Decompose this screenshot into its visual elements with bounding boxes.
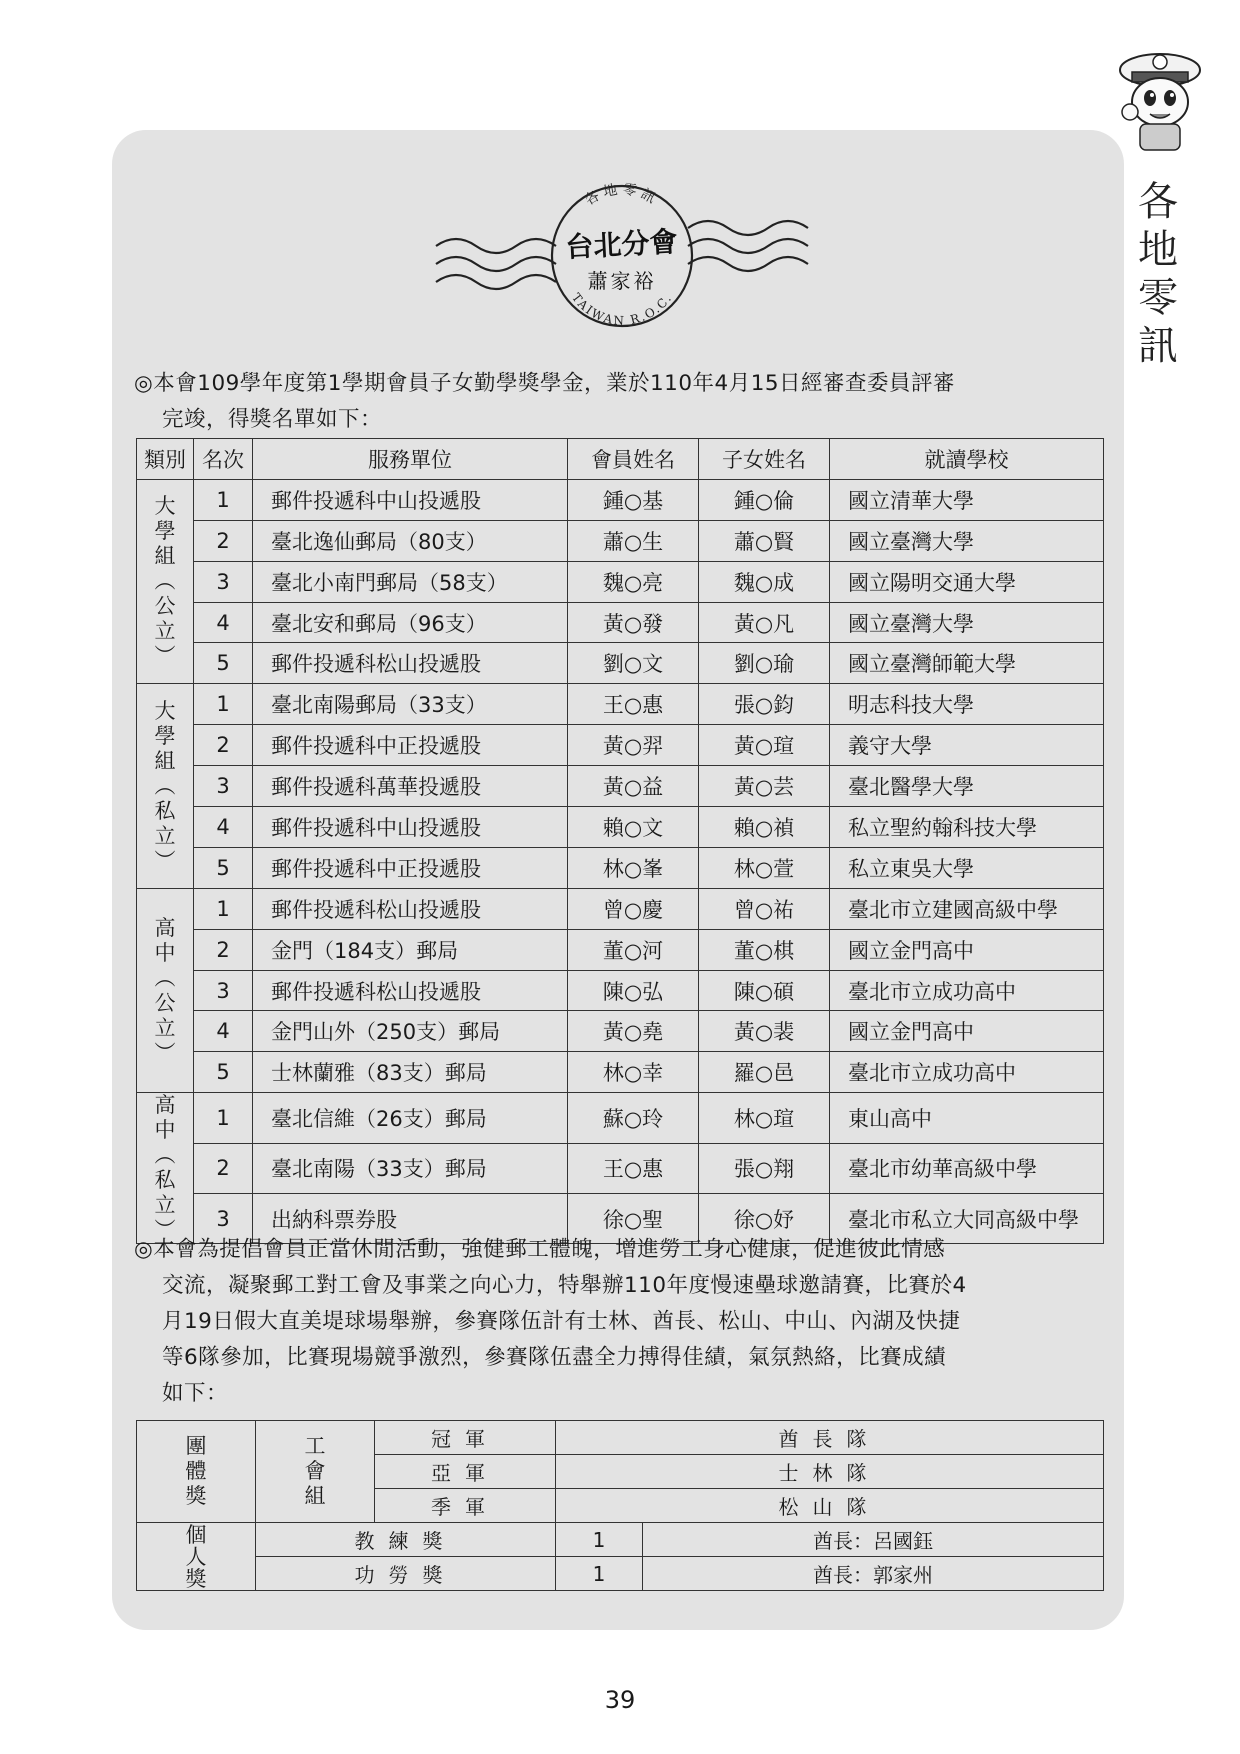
- rank-cell: 3: [194, 766, 253, 807]
- table-row: [137, 929, 1104, 970]
- header-school: 就讀學校: [830, 439, 1104, 480]
- table-row: [137, 643, 1104, 684]
- unit-cell: 郵件投遞科松山投遞股: [253, 970, 568, 1011]
- member-name-cell: 林○幸: [568, 1052, 699, 1093]
- individual-award-winner: 酋長：郭家州: [643, 1557, 1104, 1591]
- team-award-label: 團 體 獎: [137, 1421, 256, 1523]
- unit-cell: 金門山外（250支）郵局: [253, 1011, 568, 1052]
- member-name-cell: 魏○亮: [568, 561, 699, 602]
- header-unit: 服務單位: [253, 439, 568, 480]
- scholarship-notice: [134, 366, 1104, 438]
- unit-cell: 臺北南陽（33支）郵局: [253, 1143, 568, 1193]
- rank-cell: 1: [194, 479, 253, 520]
- child-name-cell: 張○鈞: [699, 684, 830, 725]
- union-group-label: 工 會 組: [256, 1421, 375, 1523]
- stamp-top-arc: 各地零訊: [582, 181, 662, 209]
- category-cell: 高 中 ︵ 私 立 ︶: [137, 1093, 194, 1244]
- table-row: [137, 807, 1104, 848]
- header-member: 會員姓名: [568, 439, 699, 480]
- rank-cell: 4: [194, 807, 253, 848]
- table-row: [137, 888, 1104, 929]
- placement-rank: 冠軍: [375, 1421, 556, 1455]
- school-cell: 國立金門高中: [830, 929, 1104, 970]
- school-cell: 私立東吳大學: [830, 847, 1104, 888]
- child-name-cell: 曾○祐: [699, 888, 830, 929]
- school-cell: 臺北醫學大學: [830, 766, 1104, 807]
- rank-cell: 4: [194, 1011, 253, 1052]
- child-name-cell: 林○萱: [699, 847, 830, 888]
- member-name-cell: 王○惠: [568, 684, 699, 725]
- school-cell: 國立金門高中: [830, 1011, 1104, 1052]
- table-row: [137, 684, 1104, 725]
- member-name-cell: 陳○弘: [568, 970, 699, 1011]
- member-name-cell: 黃○羿: [568, 725, 699, 766]
- school-cell: 國立臺灣大學: [830, 602, 1104, 643]
- unit-cell: 士林蘭雅（83支）郵局: [253, 1052, 568, 1093]
- notice-line: 等6隊參加，比賽現場競爭激烈，參賽隊伍盡全力搏得佳績，氣氛熱絡，比賽成績: [162, 1345, 947, 1370]
- unit-cell: 郵件投遞科萬華投遞股: [253, 766, 568, 807]
- school-cell: 國立臺灣師範大學: [830, 643, 1104, 684]
- rank-cell: 1: [194, 888, 253, 929]
- rank-cell: 1: [194, 1093, 253, 1143]
- school-cell: 臺北市立建國高級中學: [830, 888, 1104, 929]
- placement-team: 酋長隊: [556, 1421, 1104, 1455]
- child-name-cell: 羅○邑: [699, 1052, 830, 1093]
- child-name-cell: 黃○芸: [699, 766, 830, 807]
- school-cell: 明志科技大學: [830, 684, 1104, 725]
- school-cell: 臺北市幼華高級中學: [830, 1143, 1104, 1193]
- school-cell: 國立清華大學: [830, 479, 1104, 520]
- child-name-cell: 黃○凡: [699, 602, 830, 643]
- table-row: [137, 970, 1104, 1011]
- notice-line: ◎本會109學年度第1學期會員子女勤學獎學金，業於110年4月15日經審查委員評審: [134, 371, 956, 396]
- child-name-cell: 林○瑄: [699, 1093, 830, 1143]
- title-char: 各: [1138, 179, 1178, 225]
- placement-team: 松山隊: [556, 1489, 1104, 1523]
- stamp-author: 蕭家裕: [587, 269, 657, 293]
- scholarship-table: [136, 438, 1104, 1244]
- member-name-cell: 黃○堯: [568, 1011, 699, 1052]
- unit-cell: 臺北逸仙郵局（80支）: [253, 520, 568, 561]
- table-row: [137, 1421, 1104, 1455]
- notice-line: 月19日假大直美堤球場舉辦，參賽隊伍計有士林、酋長、松山、中山、內湖及快捷: [162, 1309, 961, 1334]
- member-name-cell: 賴○文: [568, 807, 699, 848]
- table-row: [137, 1143, 1104, 1193]
- category-cell: 高 中 ︵ 公 立 ︶: [137, 888, 194, 1092]
- unit-cell: 郵件投遞科松山投遞股: [253, 888, 568, 929]
- table-row: [137, 479, 1104, 520]
- member-name-cell: 徐○聖: [568, 1193, 699, 1243]
- child-name-cell: 張○翔: [699, 1143, 830, 1193]
- member-name-cell: 蘇○玲: [568, 1093, 699, 1143]
- member-name-cell: 林○峯: [568, 847, 699, 888]
- table-row: [137, 1052, 1104, 1093]
- stamp-title: 台北分會: [564, 225, 679, 264]
- category-cell: 大 學 組 ︵ 公 立 ︶: [137, 479, 194, 683]
- child-name-cell: 魏○成: [699, 561, 830, 602]
- individual-award-winner: 酋長：呂國鈺: [643, 1523, 1104, 1557]
- child-name-cell: 徐○妤: [699, 1193, 830, 1243]
- school-cell: 私立聖約翰科技大學: [830, 807, 1104, 848]
- child-name-cell: 劉○瑜: [699, 643, 830, 684]
- child-name-cell: 鍾○倫: [699, 479, 830, 520]
- rank-cell: 5: [194, 643, 253, 684]
- placement-team: 士林隊: [556, 1455, 1104, 1489]
- unit-cell: 臺北小南門郵局（58支）: [253, 561, 568, 602]
- table-header-row: [137, 439, 1104, 480]
- header-rank: 名次: [194, 439, 253, 480]
- placement-rank: 季軍: [375, 1489, 556, 1523]
- individual-award-count: 1: [556, 1523, 643, 1557]
- school-cell: 國立陽明交通大學: [830, 561, 1104, 602]
- member-name-cell: 曾○慶: [568, 888, 699, 929]
- unit-cell: 臺北安和郵局（96支）: [253, 602, 568, 643]
- member-name-cell: 黃○益: [568, 766, 699, 807]
- unit-cell: 金門（184支）郵局: [253, 929, 568, 970]
- notice-line: 如下：: [162, 1381, 229, 1406]
- unit-cell: 郵件投遞科中山投遞股: [253, 479, 568, 520]
- child-name-cell: 賴○禎: [699, 807, 830, 848]
- rank-cell: 2: [194, 520, 253, 561]
- rank-cell: 3: [194, 1193, 253, 1243]
- placement-rank: 亞軍: [375, 1455, 556, 1489]
- table-row: [137, 847, 1104, 888]
- notice-line: 交流，凝聚郵工對工會及事業之向心力，特舉辦110年度慢速壘球邀請賽，比賽於4: [162, 1273, 967, 1298]
- member-name-cell: 王○惠: [568, 1143, 699, 1193]
- unit-cell: 出納科票券股: [253, 1193, 568, 1243]
- section-title-vertical: [1128, 178, 1188, 370]
- notice-line: 完竣，得獎名單如下：: [162, 407, 383, 432]
- rank-cell: 4: [194, 602, 253, 643]
- unit-cell: 郵件投遞科中正投遞股: [253, 725, 568, 766]
- rank-cell: 2: [194, 725, 253, 766]
- member-name-cell: 鍾○基: [568, 479, 699, 520]
- member-name-cell: 劉○文: [568, 643, 699, 684]
- title-char: 零: [1138, 275, 1178, 321]
- category-cell: 大 學 組 ︵ 私 立 ︶: [137, 684, 194, 888]
- rank-cell: 3: [194, 970, 253, 1011]
- unit-cell: 郵件投遞科松山投遞股: [253, 643, 568, 684]
- unit-cell: 郵件投遞科中正投遞股: [253, 847, 568, 888]
- table-row: [137, 520, 1104, 561]
- child-name-cell: 黃○瑄: [699, 725, 830, 766]
- softball-notice: [134, 1232, 1104, 1412]
- school-cell: 國立臺灣大學: [830, 520, 1104, 561]
- page-number: 39: [604, 1686, 636, 1714]
- member-name-cell: 董○河: [568, 929, 699, 970]
- title-char: 訊: [1138, 323, 1178, 369]
- svg-text:TAIWAN R.O.C.: [569, 290, 675, 327]
- child-name-cell: 黃○裴: [699, 1011, 830, 1052]
- school-cell: 義守大學: [830, 725, 1104, 766]
- stamp-bottom-arc: TAIWAN R.O.C.: [568, 290, 676, 328]
- unit-cell: 臺北南陽郵局（33支）: [253, 684, 568, 725]
- school-cell: 臺北市立成功高中: [830, 1052, 1104, 1093]
- table-row: [137, 1011, 1104, 1052]
- rank-cell: 5: [194, 1052, 253, 1093]
- table-row: [137, 1093, 1104, 1143]
- postmark-stamp: [432, 176, 812, 336]
- unit-cell: 郵件投遞科中山投遞股: [253, 807, 568, 848]
- school-cell: 東山高中: [830, 1093, 1104, 1143]
- individual-award-label: 個 人 獎: [137, 1523, 256, 1591]
- individual-award-count: 1: [556, 1557, 643, 1591]
- rank-cell: 2: [194, 929, 253, 970]
- svg-text:各地零訊: [582, 180, 661, 208]
- rank-cell: 3: [194, 561, 253, 602]
- rank-cell: 2: [194, 1143, 253, 1193]
- member-name-cell: 蕭○生: [568, 520, 699, 561]
- school-cell: 臺北市立成功高中: [830, 970, 1104, 1011]
- child-name-cell: 蕭○賢: [699, 520, 830, 561]
- postman-mascot-illustration: [1110, 44, 1206, 154]
- header-category: 類別: [137, 439, 194, 480]
- school-cell: 臺北市私立大同高級中學: [830, 1193, 1104, 1243]
- table-row: [137, 725, 1104, 766]
- member-name-cell: 黃○發: [568, 602, 699, 643]
- individual-award-name: 教練獎: [256, 1523, 556, 1557]
- title-char: 地: [1138, 227, 1178, 273]
- child-name-cell: 董○棋: [699, 929, 830, 970]
- child-name-cell: 陳○碩: [699, 970, 830, 1011]
- unit-cell: 臺北信維（26支）郵局: [253, 1093, 568, 1143]
- table-row: [137, 766, 1104, 807]
- softball-results-table: [136, 1420, 1104, 1591]
- table-row: [137, 1557, 1104, 1591]
- notice-line: ◎本會為提倡會員正當休閒活動，強健郵工體魄，增進勞工身心健康，促進彼此情感: [134, 1237, 946, 1262]
- table-row: [137, 561, 1104, 602]
- individual-award-name: 功勞獎: [256, 1557, 556, 1591]
- table-row: [137, 602, 1104, 643]
- rank-cell: 1: [194, 684, 253, 725]
- table-row: [137, 1523, 1104, 1557]
- header-child: 子女姓名: [699, 439, 830, 480]
- rank-cell: 5: [194, 847, 253, 888]
